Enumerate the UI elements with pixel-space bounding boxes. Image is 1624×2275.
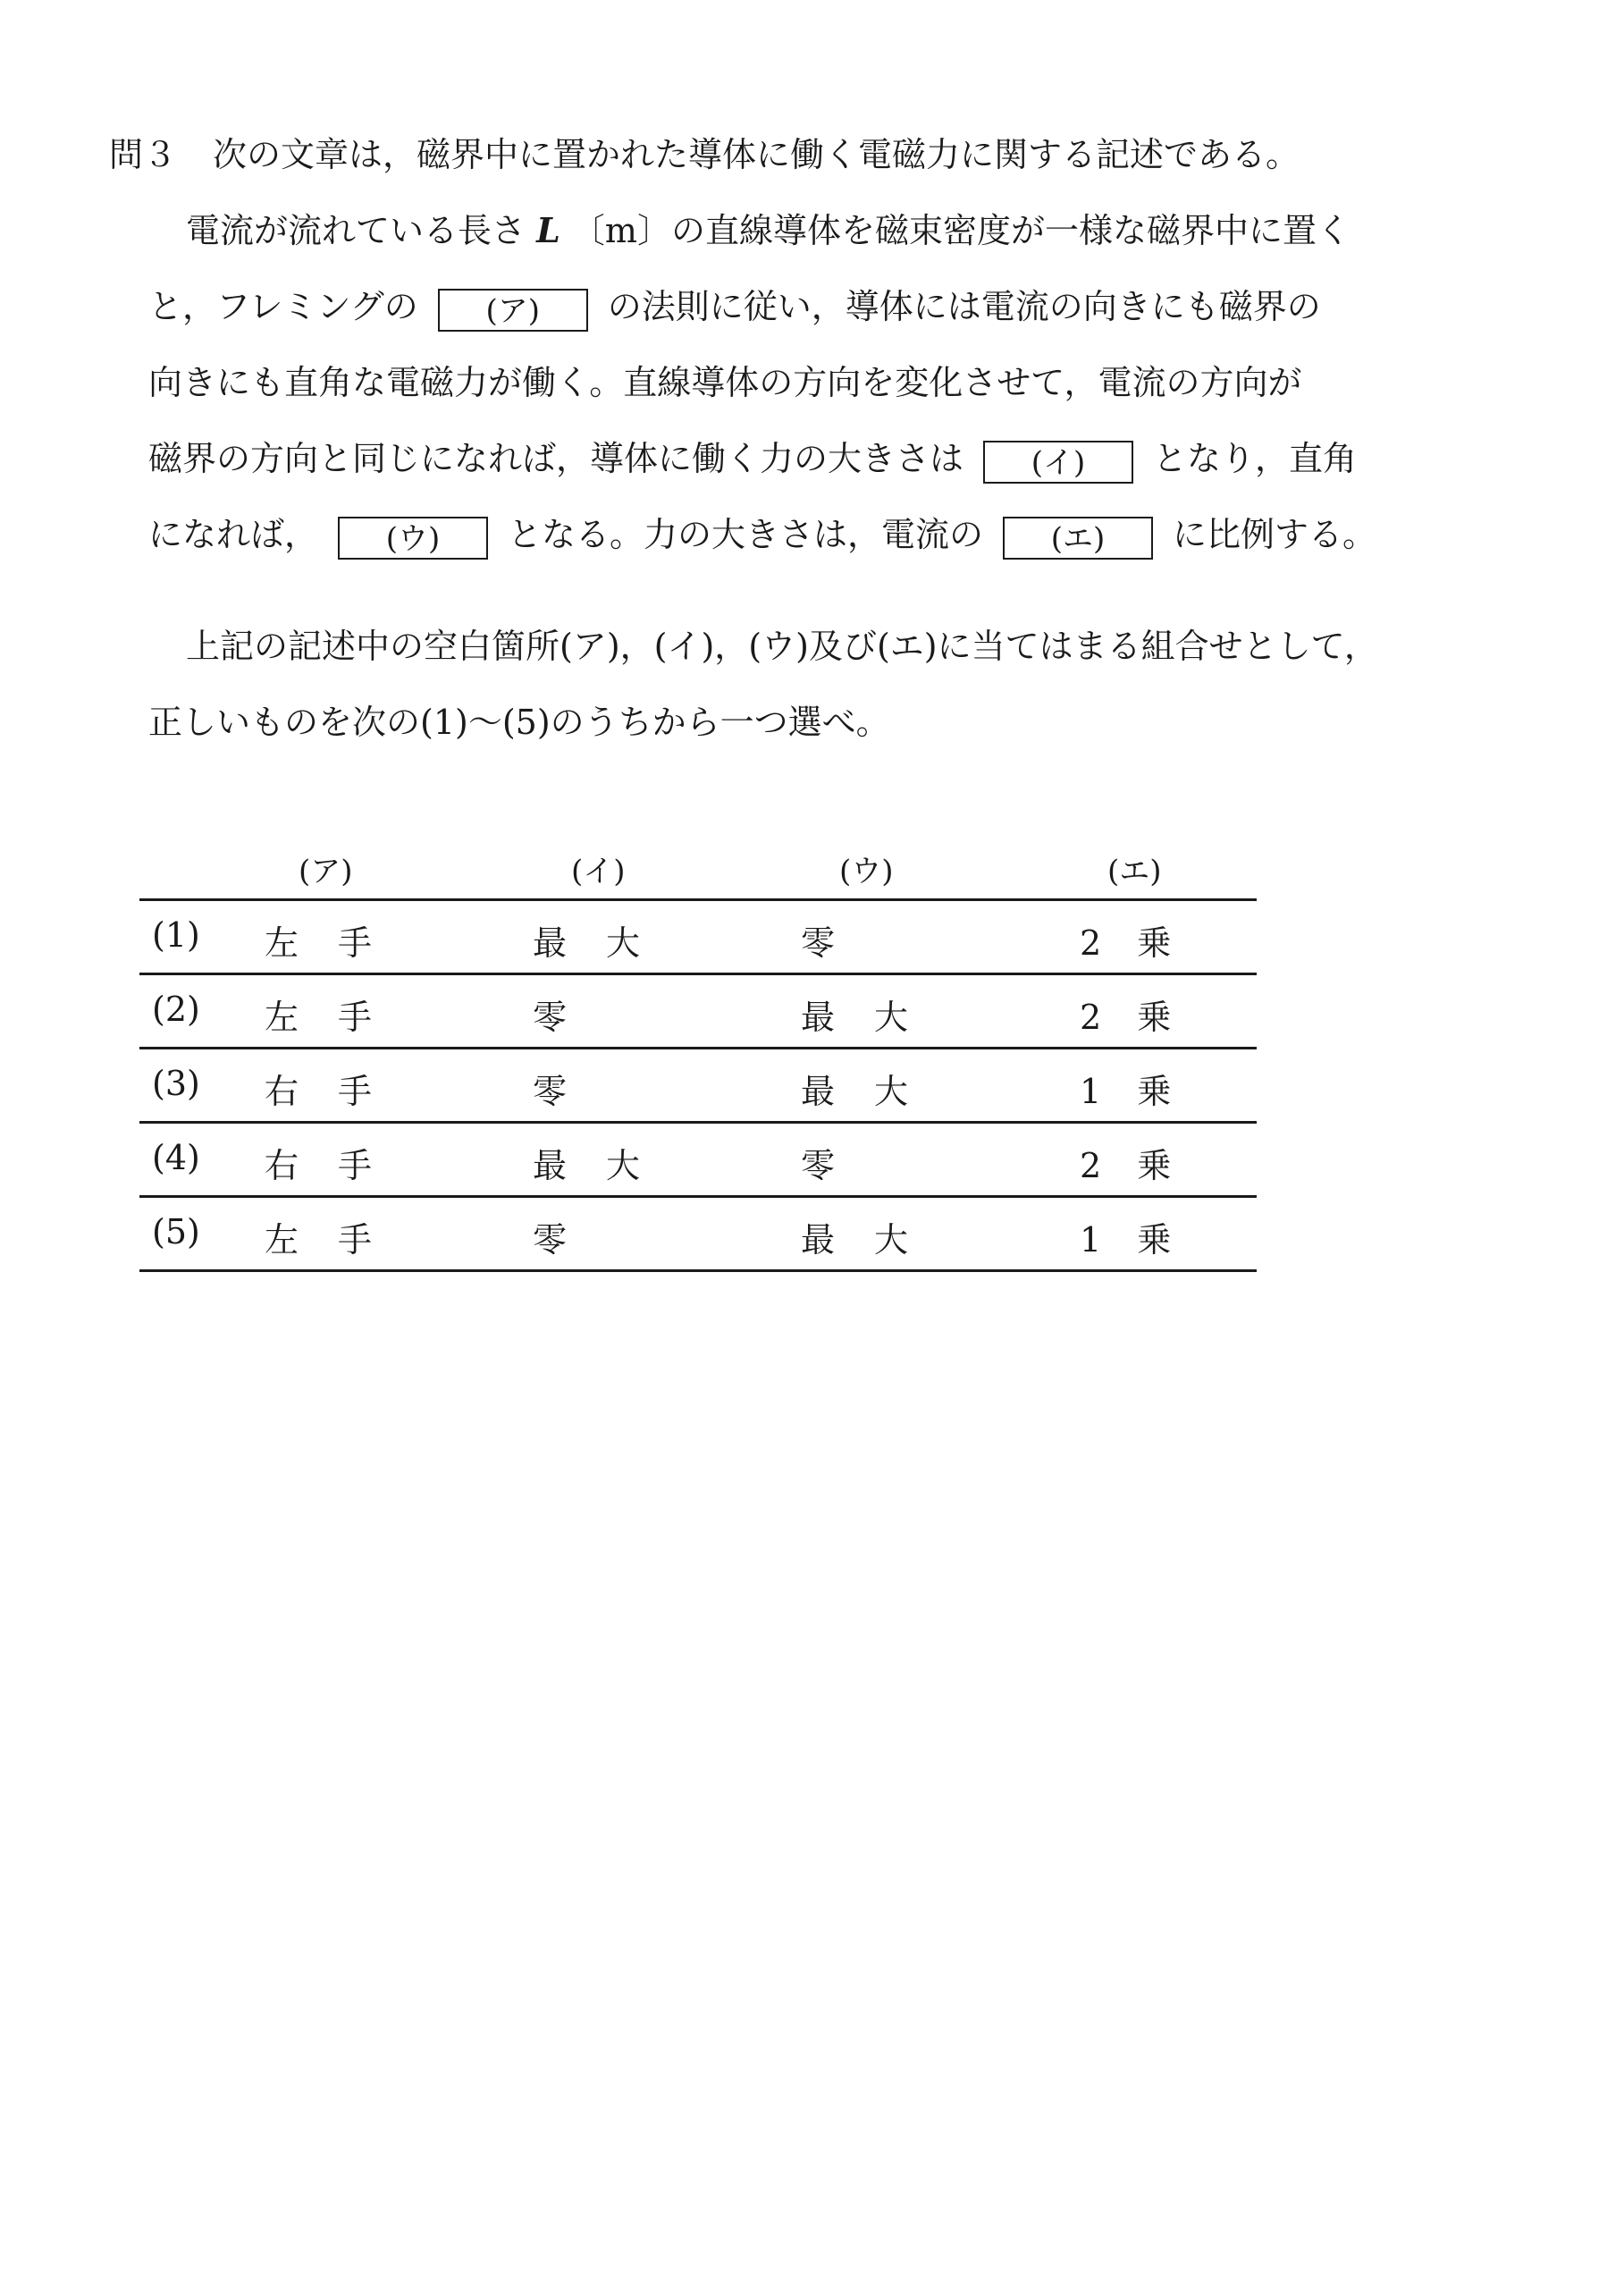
cell-e: 2 乗: [1080, 998, 1172, 1037]
passage-text: 磁界の方向と同じになれば，導体に働く力の大きさは: [148, 439, 964, 478]
cell-u: 零: [801, 923, 875, 963]
answer-table: [139, 836, 1257, 1260]
blank-u: (ウ): [338, 517, 488, 560]
passage-text: と，フレミングの: [148, 287, 418, 326]
passage-text: となり，直角: [1153, 439, 1358, 478]
cell-i: 最大: [533, 1146, 680, 1185]
blank-e: (エ): [1003, 517, 1153, 560]
cell-u: 最大: [801, 998, 948, 1037]
question-title: 次の文章は，磁界中に置かれた導体に働く電磁力に関する記述である。: [213, 135, 1300, 174]
row-number: (1): [152, 915, 200, 955]
passage-text: の法則に従い，導体には電流の向きにも磁界の: [607, 287, 1321, 326]
cell-a: 右手: [265, 1072, 412, 1111]
cell-i: 零: [533, 1072, 607, 1111]
cell-e: 1 乗: [1080, 1220, 1172, 1260]
passage-line-1: [186, 208, 1351, 253]
table-rule: [139, 1269, 1257, 1272]
row-number: (4): [152, 1138, 200, 1177]
cell-i: 零: [533, 998, 607, 1037]
header-e: (エ): [1107, 854, 1162, 889]
cell-e: 2 乗: [1080, 923, 1172, 963]
passage-text: に比例する。: [1173, 515, 1377, 554]
cell-i: 最大: [533, 923, 680, 963]
passage-line-3: [148, 360, 1301, 405]
cell-u: 零: [801, 1146, 875, 1185]
table-row: [139, 1124, 1257, 1198]
passage-text: になれば，: [148, 515, 319, 554]
cell-u: 最大: [801, 1220, 948, 1260]
cell-a: 左手: [265, 923, 412, 963]
blank-a: (ア): [438, 289, 588, 332]
cell-a: 左手: [265, 1220, 412, 1260]
passage-text: 向きにも直角な電磁力が働く。直線導体の方向を変化させて，電流の方向が: [148, 363, 1302, 402]
header-u: (ウ): [839, 854, 894, 889]
passage-text: となる。力の大きさは，電流の: [508, 515, 984, 554]
question-number: 問３: [109, 135, 178, 174]
question-header: [109, 132, 1300, 177]
passage-line-4: [148, 436, 1357, 484]
table-row: [139, 1198, 1257, 1272]
passage-text: 〔m〕の直線導体を磁束密度が一様な磁界中に置く: [570, 211, 1351, 250]
header-i: (イ): [571, 854, 626, 889]
table-header: [139, 836, 1257, 898]
row-number: (2): [152, 990, 200, 1029]
passage-line-5: [148, 512, 1376, 560]
cell-a: 右手: [265, 1146, 412, 1185]
row-number: (5): [152, 1212, 200, 1251]
cell-a: 左手: [265, 998, 412, 1037]
row-number: (3): [152, 1064, 200, 1103]
passage-text: 電流が流れている長さ: [186, 211, 526, 250]
cell-u: 最大: [801, 1072, 948, 1111]
table-row: [139, 901, 1257, 975]
instruction-line-2: 正しいものを次の(1)～(5)のうちから一つ選べ。: [148, 703, 890, 742]
header-a: (ア): [299, 854, 353, 889]
cell-e: 1 乗: [1080, 1072, 1172, 1111]
cell-e: 2 乗: [1080, 1146, 1172, 1185]
length-variable: L: [536, 210, 560, 250]
blank-i: (イ): [983, 441, 1133, 484]
table-row: [139, 975, 1257, 1049]
passage-line-2: [148, 284, 1321, 332]
table-row: [139, 1049, 1257, 1124]
instruction-line-1: 上記の記述中の空白箇所(ア)，(イ)，(ウ)及び(エ)に当てはまる組合せとして，: [186, 627, 1378, 666]
cell-i: 零: [533, 1220, 607, 1260]
